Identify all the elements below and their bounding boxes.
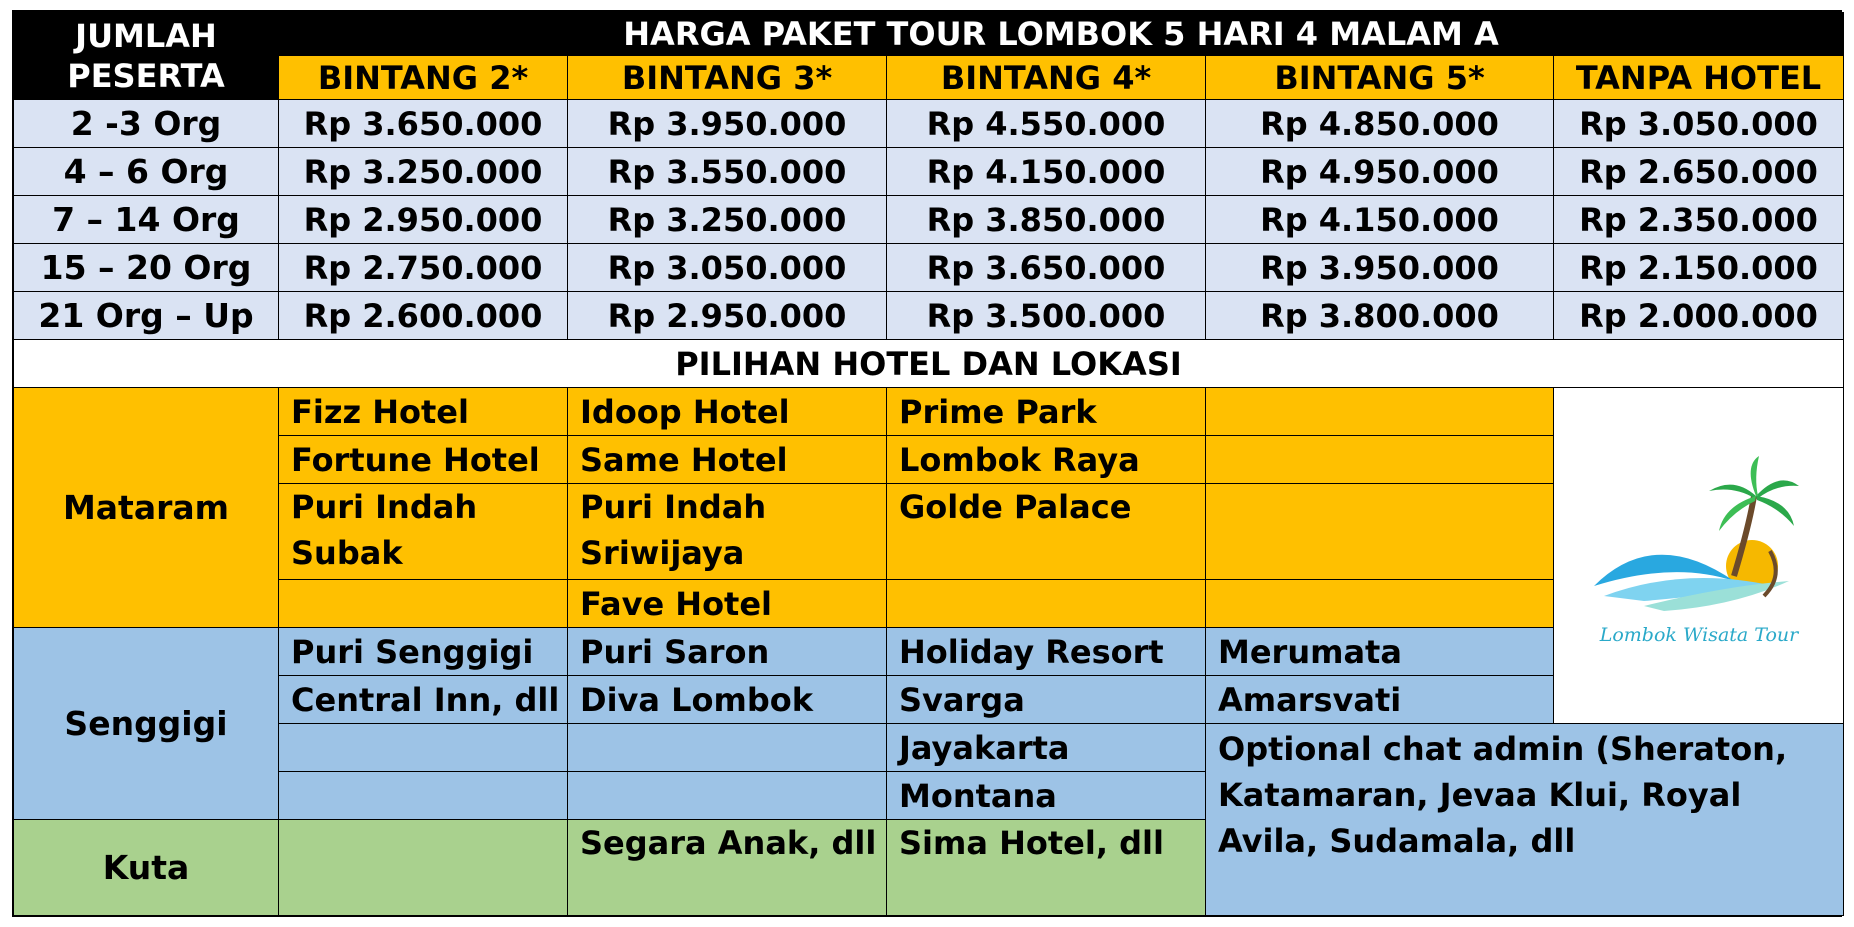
palm-tree-sun-wave-logo-icon <box>1584 456 1814 656</box>
location-kuta: Kuta <box>14 820 279 916</box>
location-senggigi: Senggigi <box>14 628 279 820</box>
empty-cell <box>1206 484 1554 580</box>
column-header-bintang4: BINTANG 4* <box>887 56 1206 100</box>
hotel-cell: Golde Palace <box>887 484 1206 580</box>
hotel-cell: Central Inn, dll <box>279 676 568 724</box>
hotel-cell: Prime Park <box>887 388 1206 436</box>
price-cell: Rp 4.150.000 <box>887 148 1206 196</box>
hotel-cell: Jayakarta <box>887 724 1206 772</box>
hotel-cell: Holiday Resort <box>887 628 1206 676</box>
price-cell: Rp 3.650.000 <box>887 244 1206 292</box>
empty-cell <box>568 772 887 820</box>
logo <box>1554 388 1844 724</box>
table-title: HARGA PAKET TOUR LOMBOK 5 HARI 4 MALAM A <box>279 12 1844 56</box>
price-cell: Rp 3.850.000 <box>887 196 1206 244</box>
price-cell: Rp 2.000.000 <box>1554 292 1844 340</box>
hotel-cell: Puri Indah Sriwijaya <box>568 484 887 580</box>
hotel-cell: Sima Hotel, dll <box>887 820 1206 916</box>
price-cell: Rp 3.050.000 <box>568 244 887 292</box>
row-label: 2 -3 Org <box>14 100 279 148</box>
empty-cell <box>1206 388 1554 436</box>
price-cell: Rp 3.500.000 <box>887 292 1206 340</box>
price-cell: Rp 2.950.000 <box>568 292 887 340</box>
hotel-cell: Idoop Hotel <box>568 388 887 436</box>
price-cell: Rp 3.950.000 <box>568 100 887 148</box>
hotel-cell: Montana <box>887 772 1206 820</box>
hotel-cell: Puri Senggigi <box>279 628 568 676</box>
price-cell: Rp 2.600.000 <box>279 292 568 340</box>
row-label: 7 – 14 Org <box>14 196 279 244</box>
price-cell: Rp 2.350.000 <box>1554 196 1844 244</box>
hotel-cell: Merumata <box>1206 628 1554 676</box>
hotel-cell: Puri Saron <box>568 628 887 676</box>
price-cell: Rp 3.650.000 <box>279 100 568 148</box>
empty-cell <box>279 772 568 820</box>
column-header-bintang3: BINTANG 3* <box>568 56 887 100</box>
price-cell: Rp 4.850.000 <box>1206 100 1554 148</box>
price-cell: Rp 2.650.000 <box>1554 148 1844 196</box>
empty-cell <box>568 724 887 772</box>
row-label: 21 Org – Up <box>14 292 279 340</box>
hotel-section-title: PILIHAN HOTEL DAN LOKASI <box>14 340 1844 388</box>
price-cell: Rp 3.250.000 <box>279 148 568 196</box>
price-cell: Rp 3.950.000 <box>1206 244 1554 292</box>
participants-header: JUMLAH PESERTA <box>14 12 279 100</box>
price-cell: Rp 3.550.000 <box>568 148 887 196</box>
price-cell: Rp 4.150.000 <box>1206 196 1554 244</box>
logo-text: Lombok Wisata Tour <box>1599 623 1798 646</box>
location-mataram: Mataram <box>14 388 279 628</box>
column-header-bintang2: BINTANG 2* <box>279 56 568 100</box>
price-cell: Rp 2.950.000 <box>279 196 568 244</box>
empty-cell <box>887 580 1206 628</box>
hotel-cell: Lombok Raya <box>887 436 1206 484</box>
hotel-cell: Same Hotel <box>568 436 887 484</box>
hotel-cell: Svarga <box>887 676 1206 724</box>
hotel-cell: Fave Hotel <box>568 580 887 628</box>
empty-cell <box>1206 580 1554 628</box>
price-cell: Rp 2.150.000 <box>1554 244 1844 292</box>
price-cell: Rp 2.750.000 <box>279 244 568 292</box>
hotel-cell: Diva Lombok <box>568 676 887 724</box>
row-label: 4 – 6 Org <box>14 148 279 196</box>
column-header-bintang5: BINTANG 5* <box>1206 56 1554 100</box>
empty-cell <box>279 580 568 628</box>
price-cell: Rp 3.800.000 <box>1206 292 1554 340</box>
row-label: 15 – 20 Org <box>14 244 279 292</box>
empty-cell <box>279 820 568 916</box>
empty-cell <box>1206 436 1554 484</box>
hotel-cell: Fortune Hotel <box>279 436 568 484</box>
hotel-cell: Amarsvati <box>1206 676 1554 724</box>
price-table <box>12 10 1842 917</box>
empty-cell <box>279 724 568 772</box>
hotel-cell: Segara Anak, dll <box>568 820 887 916</box>
hotel-cell: Puri Indah Subak <box>279 484 568 580</box>
optional-note: Optional chat admin (Sheraton, Katamaran, Jevaa Klui, Royal Avila, Sudamala, dll <box>1206 724 1844 916</box>
hotel-cell: Fizz Hotel <box>279 388 568 436</box>
column-header-tanpa-hotel: TANPA HOTEL <box>1554 56 1844 100</box>
price-cell: Rp 4.950.000 <box>1206 148 1554 196</box>
price-cell: Rp 3.050.000 <box>1554 100 1844 148</box>
price-cell: Rp 4.550.000 <box>887 100 1206 148</box>
price-cell: Rp 3.250.000 <box>568 196 887 244</box>
